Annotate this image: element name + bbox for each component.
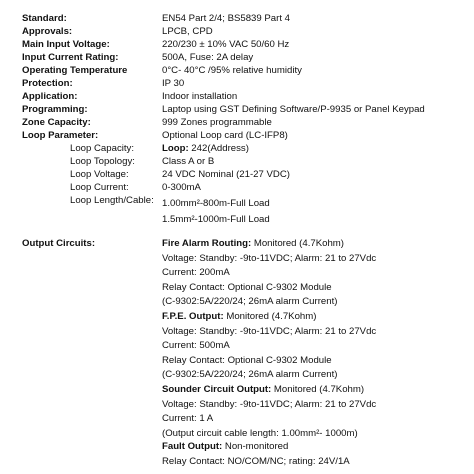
sounder-output-key: Sounder Circuit Output: (162, 384, 272, 395)
output-row (0, 294, 474, 310)
fpe-relay-spec: (C-9302:5A/220/24; 26mA alarm Current) (162, 369, 338, 381)
output-row (0, 324, 474, 340)
spec-label: Protection: (22, 78, 73, 89)
loop-capacity-label: Loop Capacity: (70, 143, 134, 154)
spec-row-protection (0, 77, 474, 90)
sounder-output-value (162, 382, 364, 398)
fpe-output-value (162, 309, 316, 325)
loop-voltage-value: 24 VDC Nominal (21-27 VDC) (162, 169, 290, 180)
spec-row-programming (0, 103, 474, 116)
loop-length-value-2: 1.5mm²-1000m-Full Load (162, 214, 270, 225)
spec-row-zone-capacity (0, 116, 474, 129)
output-row (0, 397, 474, 413)
fire-routing-current: Current: 200mA (162, 267, 230, 279)
loop-topology-value: Class A or B (162, 156, 215, 167)
fault-output-value (162, 440, 288, 453)
output-row (0, 426, 474, 442)
loop-voltage-label: Loop Voltage: (70, 169, 129, 180)
loop-length-label: Loop Length/Cable: (70, 195, 154, 206)
fault-output-key: Fault Output: (162, 441, 223, 453)
loop-topology-label: Loop Topology: (70, 156, 135, 167)
spec-value: 220/230 ± 10% VAC 50/60 Hz (162, 39, 290, 50)
spec-row-input-current-rating (0, 51, 474, 64)
spec-row-standard (0, 12, 474, 25)
output-row (0, 251, 474, 267)
fire-routing-text: Monitored (4.7Kohm) (251, 238, 344, 249)
fpe-voltage: Voltage: Standby: -9to-11VDC; Alarm: 21 to 27Vdc (162, 325, 377, 337)
spec-label: Loop Parameter: (22, 130, 99, 141)
output-row (0, 411, 474, 427)
fire-routing-value (162, 236, 344, 252)
loop-row-topology (0, 155, 474, 168)
spec-row-loop-parameter (0, 129, 474, 142)
sounder-output-text: Monitored (4.7Kohm) (271, 384, 365, 395)
loop-capacity-key: Loop: (162, 143, 189, 154)
output-row (0, 338, 474, 354)
spec-label: Standard: (22, 13, 67, 24)
spec-value: 500A, Fuse: 2A delay (162, 52, 254, 63)
spec-row-application (0, 90, 474, 103)
spec-label: Input Current Rating: (22, 52, 119, 63)
loop-current-value: 0-300mA (162, 182, 201, 193)
spec-value: Laptop using GST Defining Software/P-9935 or Panel Keypad (162, 104, 425, 115)
spec-value: Indoor installation (162, 91, 238, 102)
fault-output-text: Non-monitored (222, 441, 289, 453)
output-row (0, 265, 474, 281)
fire-routing-key: Fire Alarm Routing: (162, 238, 252, 249)
spec-value: Optional Loop card (LC-IFP8) (162, 130, 288, 141)
loop-current-label: Loop Current: (70, 182, 129, 193)
spec-value: LPCB, CPD (162, 26, 213, 37)
loop-row-current (0, 181, 474, 194)
output-row-fpe (0, 309, 474, 325)
sounder-current: Current: 1 A (162, 413, 214, 425)
loop-row-voltage (0, 168, 474, 181)
fpe-output-key: F.P.E. Output: (162, 311, 224, 322)
loop-capacity-text: 242(Address) (188, 143, 249, 154)
spec-value: 999 Zones programmable (162, 117, 272, 128)
spec-label: Approvals: (22, 26, 73, 37)
output-row (0, 353, 474, 369)
fire-routing-relay: Relay Contact: Optional C-9302 Module (162, 281, 332, 293)
spec-label: Programming: (22, 104, 88, 115)
output-circuits-label: Output Circuits: (22, 238, 96, 249)
output-row-fault-relay (0, 455, 474, 468)
sounder-voltage: Voltage: Standby: -9to-11VDC; Alarm: 21 to 27Vdc (162, 398, 377, 410)
spec-label: Zone Capacity: (22, 117, 91, 128)
spec-value: IP 30 (162, 78, 185, 89)
spec-label: Main Input Voltage: (22, 39, 110, 50)
output-row (0, 367, 474, 383)
sounder-cable-length: (Output circuit cable length: 1.00mm²- 1000m) (162, 427, 358, 439)
spec-row-approvals (0, 25, 474, 38)
fpe-output-text: Monitored (4.7Kohm) (223, 311, 317, 322)
output-row-fire-routing (0, 236, 474, 252)
loop-row-length-2 (0, 210, 474, 223)
loop-capacity-value (162, 142, 249, 155)
spec-label: Operating Temperature (22, 65, 128, 76)
spec-row-operating-temperature (0, 64, 474, 77)
spec-label: Application: (22, 91, 78, 102)
loop-row-length (0, 194, 474, 207)
loop-length-value-1: 1.00mm²-800m-Full Load (162, 198, 270, 209)
output-row-fault (0, 440, 474, 453)
fault-relay: Relay Contact: NO/COM/NC; rating: 24V/1A (162, 456, 350, 467)
loop-row-capacity (0, 142, 474, 155)
output-row (0, 280, 474, 296)
spec-value: 0°C- 40°C /95% relative humidity (162, 65, 302, 76)
output-row-sounder (0, 382, 474, 398)
fpe-current: Current: 500mA (162, 340, 230, 352)
fpe-relay: Relay Contact: Optional C-9302 Module (162, 354, 332, 366)
spec-value: EN54 Part 2/4; BS5839 Part 4 (162, 13, 290, 24)
fire-routing-voltage: Voltage: Standby: -9to-11VDC; Alarm: 21 to 27Vdc (162, 252, 377, 264)
spec-row-main-input-voltage (0, 38, 474, 51)
fire-routing-relay-spec: (C-9302:5A/220/24; 26mA alarm Current) (162, 296, 338, 308)
